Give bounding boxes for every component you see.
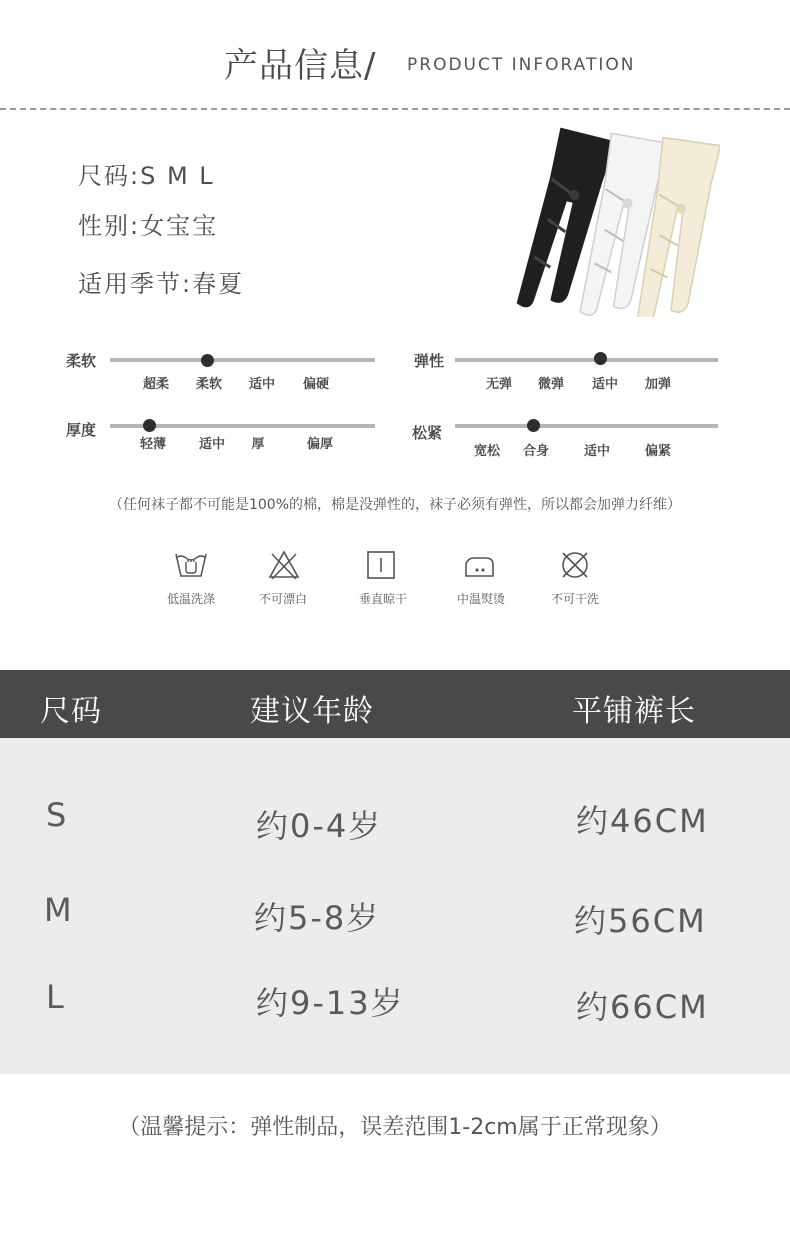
softness-option: 超柔 [142, 377, 170, 392]
fit-scale-bar [455, 424, 718, 428]
table-cell-age: 约9-13岁 [256, 984, 405, 1022]
column-header-length: 平铺裤长 [572, 694, 696, 729]
softness-option: 适中 [248, 377, 276, 392]
table-cell-size: L [46, 978, 66, 1016]
fit-option: 宽松 [473, 444, 501, 459]
table-cell-length: 约56CM [574, 902, 707, 940]
dashed-divider [0, 108, 790, 110]
info-gender: 性别:女宝宝 [78, 212, 219, 240]
elasticity-label: 弹性 [414, 352, 445, 370]
info-size: 尺码:S M L [78, 162, 215, 190]
care-label: 不可干洗 [550, 592, 600, 606]
material-disclaimer: （任何袜子都不可能是100%的棉，棉是没弹性的，袜子必须有弹性，所以都会加弹力纤维） [108, 497, 682, 513]
care-label: 不可漂白 [258, 592, 308, 606]
info-season: 适用季节:春夏 [78, 270, 245, 298]
tolerance-tip: （温馨提示：弹性制品，误差范围1-2cm属于正常现象） [118, 1115, 672, 1140]
page-title: 产品信息/ [224, 46, 377, 86]
fit-label: 松紧 [412, 424, 443, 442]
table-cell-length: 约66CM [576, 988, 709, 1026]
softness-option: 偏硬 [302, 377, 330, 392]
low-temp-wash-icon [174, 548, 208, 582]
table-cell-size: S [46, 796, 69, 834]
thickness-option: 偏厚 [306, 437, 334, 452]
table-cell-age: 约5-8岁 [254, 899, 381, 937]
column-header-size: 尺码 [40, 694, 102, 729]
page-subtitle: PRODUCT INFORATION [407, 55, 636, 75]
table-cell-size: M [44, 891, 74, 929]
fit-indicator [527, 419, 540, 432]
softness-scale-bar [110, 358, 375, 362]
softness-label: 柔软 [66, 352, 97, 370]
column-header-age: 建议年龄 [250, 694, 374, 729]
thickness-option: 轻薄 [139, 437, 167, 452]
care-label: 垂直晾干 [358, 592, 408, 606]
fit-option: 合身 [522, 444, 550, 459]
no-dry-clean-icon [558, 548, 592, 582]
elasticity-scale-bar [455, 358, 718, 362]
table-cell-age: 约0-4岁 [256, 807, 383, 845]
thickness-option: 厚 [251, 437, 265, 452]
product-image [500, 122, 720, 317]
softness-option: 柔软 [195, 377, 223, 392]
medium-iron-icon [462, 550, 496, 584]
thickness-label: 厚度 [66, 421, 97, 439]
elasticity-indicator [594, 352, 607, 365]
care-label: 低温洗涤 [166, 592, 216, 606]
elasticity-option: 适中 [591, 377, 619, 392]
softness-indicator [201, 354, 214, 367]
care-label: 中温熨烫 [456, 592, 506, 606]
elasticity-option: 加弹 [644, 377, 672, 392]
elasticity-option: 微弹 [537, 377, 565, 392]
fit-option: 适中 [583, 444, 611, 459]
hang-dry-icon [364, 548, 398, 582]
thickness-option: 适中 [198, 437, 226, 452]
fit-option: 偏紧 [644, 444, 672, 459]
no-bleach-icon [267, 548, 301, 582]
elasticity-option: 无弹 [485, 377, 513, 392]
table-cell-length: 约46CM [576, 802, 709, 840]
thickness-indicator [143, 419, 156, 432]
